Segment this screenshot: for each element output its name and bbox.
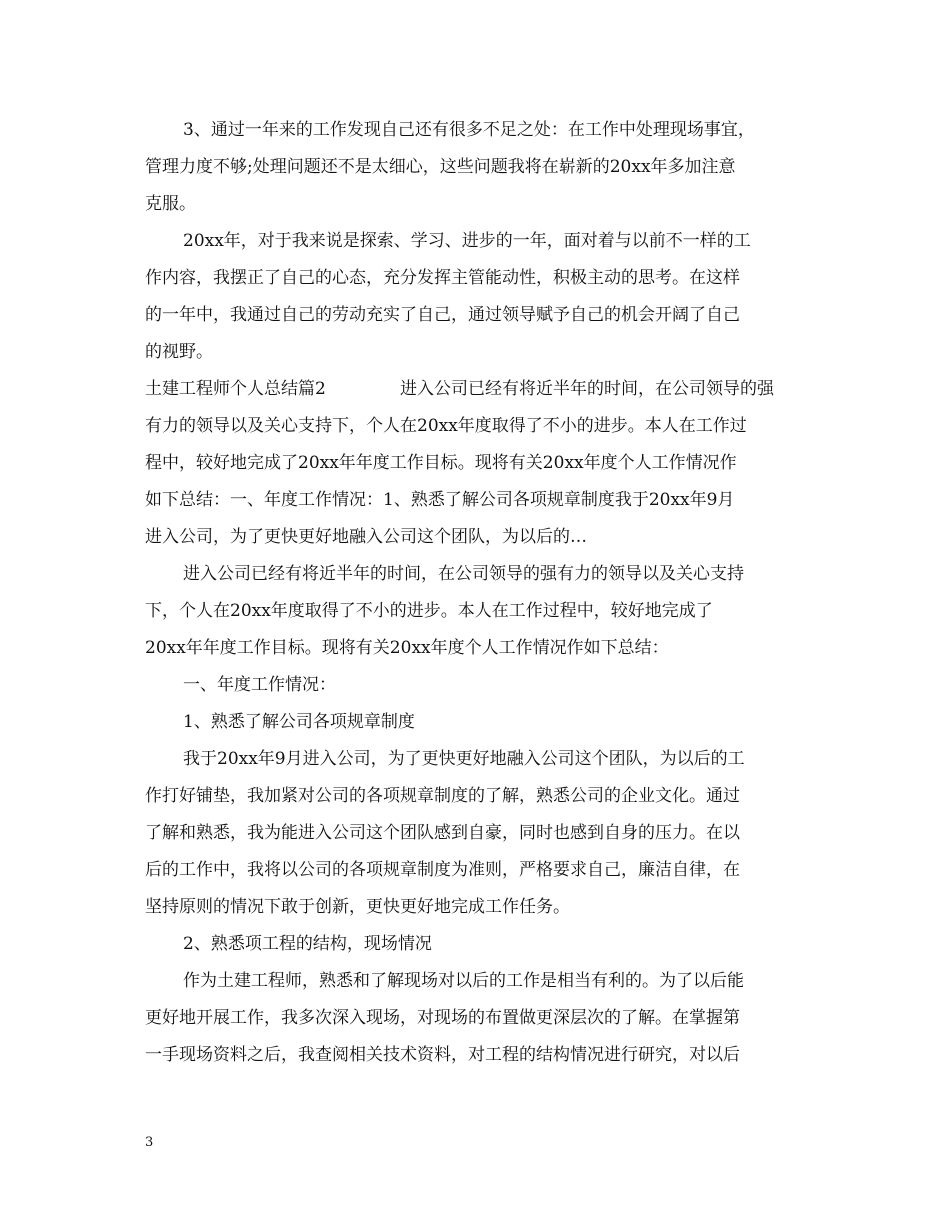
text-line: 后的工作中，我将以公司的各项规章制度为准则，严格要求自己，廉洁自律，在 [145, 860, 740, 880]
text-line: 更好地开展工作，我多次深入现场，对现场的布置做更深层次的了解。在掌握第 [145, 1008, 740, 1028]
text-line: 克服。 [145, 194, 196, 214]
text-line: 如下总结：一、年度工作情况：1、熟悉了解公司各项规章制度我于20xx年9月 [145, 490, 735, 510]
text-line: 1、熟悉了解公司各项规章制度 [183, 712, 415, 732]
text-line: 20xx年，对于我来说是探索、学习、进步的一年，面对着与以前不一样的工 [183, 231, 751, 251]
text-line: 的一年中，我通过自己的劳动充实了自己，通过领导赋予自己的机会开阔了自己 [145, 305, 740, 325]
text-line: 作内容，我摆正了自己的心态，充分发挥主管能动性，积极主动的思考。在这样 [145, 268, 740, 288]
page-number: 3 [145, 1135, 154, 1150]
text-line: 作打好铺垫，我加紧对公司的各项规章制度的了解，熟悉公司的企业文化。通过 [145, 786, 740, 806]
text-line: 一、年度工作情况： [183, 675, 336, 695]
section-heading: 土建工程师个人总结篇2 [145, 379, 326, 399]
text-line: 进入公司，为了更快更好地融入公司这个团队，为以后的… [145, 527, 587, 547]
text-line: 管理力度不够;处理问题还不是太细心，这些问题我将在崭新的20xx年多加注意 [145, 157, 736, 177]
text-line: 一手现场资料之后，我查阅相关技术资料，对工程的结构情况进行研究，对以后 [145, 1045, 740, 1065]
text-line: 2、熟悉项工程的结构，现场情况 [183, 934, 432, 954]
text-line: 坚持原则的情况下敢于创新，更快更好地完成工作任务。 [145, 897, 570, 917]
text-line: 了解和熟悉，我为能进入公司这个团队感到自豪，同时也感到自身的压力。在以 [145, 823, 740, 843]
text-line: 3、通过一年来的工作发现自己还有很多不足之处：在工作中处理现场事宜， [183, 120, 755, 140]
text-line: 20xx年年度工作目标。现将有关20xx年度个人工作情况作如下总结： [145, 638, 669, 658]
text-line: 我于20xx年9月进入公司，为了更快更好地融入公司这个团队，为以后的工 [183, 749, 745, 769]
text-line: 进入公司已经有将近半年的时间，在公司领导的强有力的领导以及关心支持 [183, 564, 744, 584]
text-line: 作为土建工程师，熟悉和了解现场对以后的工作是相当有利的。为了以后能 [183, 971, 744, 991]
text-line: 下，个人在20xx年度取得了不小的进步。本人在工作过程中，较好地完成了 [145, 601, 713, 621]
text-line: 的视野。 [145, 342, 213, 362]
text-line: 进入公司已经有将近半年的时间，在公司领导的强 [400, 379, 774, 399]
text-line: 程中，较好地完成了20xx年年度工作目标。现将有关20xx年度个人工作情况作 [145, 453, 737, 473]
text-line: 有力的领导以及关心支持下，个人在20xx年度取得了不小的进步。本人在工作过 [145, 416, 747, 436]
